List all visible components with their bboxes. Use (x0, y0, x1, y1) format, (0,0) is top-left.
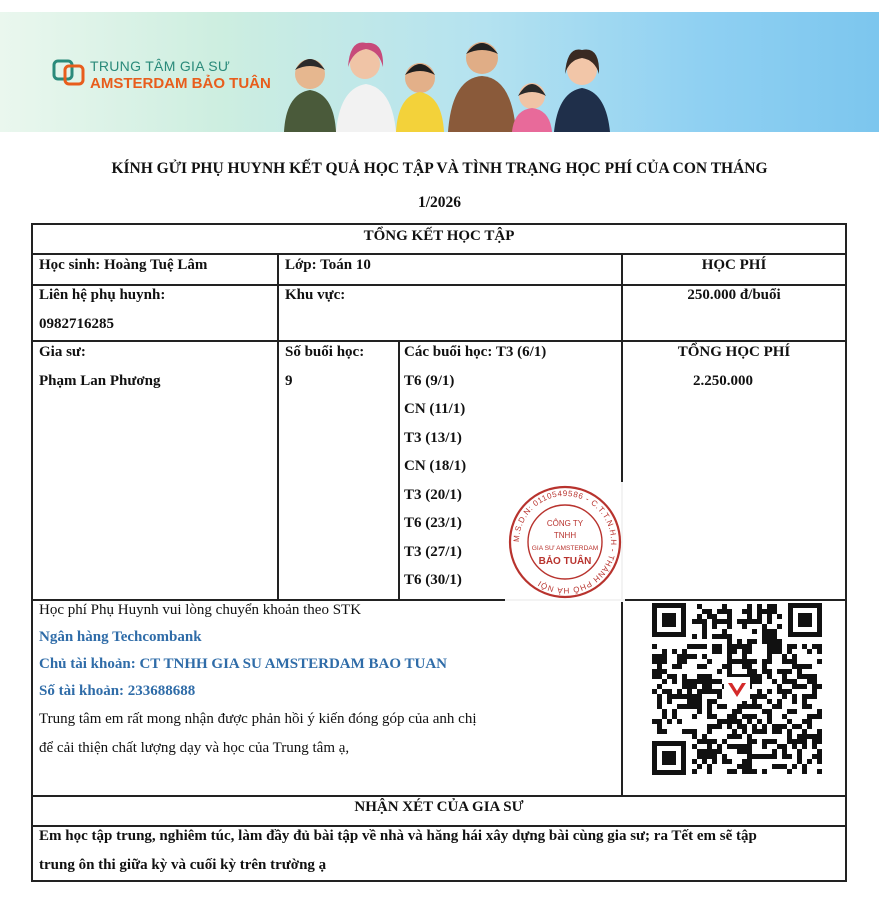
account-number: Số tài khoản: 233688688 (39, 683, 196, 699)
report-title-month: 1/2026 (417, 194, 462, 211)
seal-ring-text: M.S.D.N: 0110549586 - C.T.T.N.H.H - THÀNH PHỐ HÀ NỘI (511, 488, 619, 596)
fee-rate: 250.000 đ/buổi (687, 287, 781, 303)
tutor-comment-header: NHẬN XÉT CỦA GIA SƯ (354, 799, 524, 815)
tutor-comment-line-1: Em học tập trung, nghiêm túc, làm đầy đủ bài tập về nhà và hăng hái xây dựng bài cùng gia sư; ra Tết em sẽ tập (39, 828, 757, 844)
brand-logo-icon (52, 58, 86, 86)
col-divider (398, 340, 400, 599)
payment-note: Học phí Phụ Huynh vui lòng chuyển khoản theo STK (39, 602, 362, 618)
session-item: CN (18/1) (404, 458, 467, 474)
fee-header: HỌC PHÍ (701, 257, 767, 273)
feedback-line-2: để cải thiện chất lượng dạy và học của Trung tâm ạ, (39, 740, 350, 756)
tutor-comment-line-2: trung ôn thi giữa kỳ và cuối kỳ trên trường ạ (39, 857, 327, 873)
session-item: Các buổi học: T3 (6/1) (404, 344, 547, 360)
company-seal (505, 482, 625, 602)
session-item: T3 (27/1) (404, 543, 462, 560)
report-title: KÍNH GỬI PHỤ HUYNH KẾT QUẢ HỌC TẬP VÀ TÌNH TRẠNG HỌC PHÍ CỦA CON THÁNG (111, 160, 768, 177)
tutor-label: Gia sư: (39, 344, 86, 360)
col-divider (277, 253, 279, 599)
summary-header: TỔNG KẾT HỌC TẬP (363, 228, 515, 244)
total-fee-label: TỔNG HỌC PHÍ (677, 344, 791, 360)
student-name: Học sinh: Hoàng Tuệ Lâm (39, 257, 208, 273)
session-item: T3 (13/1) (404, 429, 462, 446)
brand-name-line1: TRUNG TÂM GIA SƯ (90, 58, 231, 74)
session-item: T6 (30/1) (404, 572, 462, 588)
seal-line-2: TNHH (553, 531, 577, 540)
area-label: Khu vực: (285, 287, 346, 303)
account-holder: Chủ tài khoản: CT TNHH GIA SU AMSTERDAM BAO TUAN (39, 656, 448, 672)
tutor-name: Phạm Lan Phương (39, 373, 161, 389)
bank-name: Ngân hàng Techcombank (39, 629, 202, 645)
total-fee-value: 2.250.000 (693, 373, 753, 389)
header-banner (0, 12, 879, 132)
parent-contact-label: Liên hệ phụ huynh: (39, 287, 166, 303)
seal-line-1: CÔNG TY (546, 519, 584, 528)
payment-qr-code (652, 603, 822, 775)
parent-phone: 0982716285 (39, 316, 114, 332)
feedback-line-1: Trung tâm em rất mong nhận được phản hồi ý kiến đóng góp của anh chị (39, 711, 477, 727)
brand-name-line2: AMSTERDAM BẢO TUÂN (90, 75, 271, 92)
session-item: T6 (23/1) (404, 515, 462, 531)
class-name: Lớp: Toán 10 (285, 257, 371, 273)
session-item: T3 (20/1) (404, 486, 462, 503)
sessions-label: Số buổi học: (285, 344, 365, 360)
seal-line-4: BẢO TUÂN (538, 556, 592, 567)
session-item: T6 (9/1) (404, 372, 455, 389)
sessions-count: 9 (285, 373, 293, 389)
banner-photo (270, 12, 610, 132)
seal-line-3: GIA SƯ AMSTERDAM (531, 545, 599, 552)
session-item: CN (11/1) (404, 401, 466, 417)
